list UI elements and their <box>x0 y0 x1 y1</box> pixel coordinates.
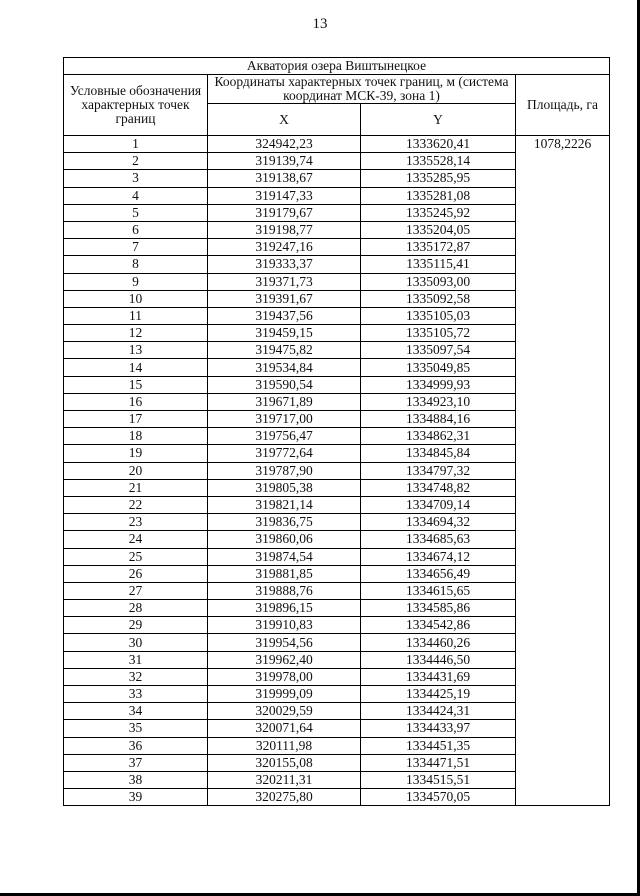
coord-y: 1334433,97 <box>361 720 516 737</box>
point-number: 16 <box>64 393 208 410</box>
coord-x: 319888,76 <box>208 582 361 599</box>
header-area: Площадь, га <box>516 75 610 136</box>
point-number: 3 <box>64 170 208 187</box>
point-number: 10 <box>64 290 208 307</box>
coord-x: 319999,09 <box>208 686 361 703</box>
coord-x: 319874,54 <box>208 548 361 565</box>
header-coordinates: Координаты характерных точек границ, м (система координат МСК-39, зона 1) <box>208 75 516 104</box>
coord-x: 324942,23 <box>208 136 361 153</box>
point-number: 1 <box>64 136 208 153</box>
coord-y: 1335115,41 <box>361 256 516 273</box>
coord-x: 320111,98 <box>208 737 361 754</box>
coord-x: 319179,67 <box>208 204 361 221</box>
table-row <box>64 136 610 153</box>
coord-x: 319371,73 <box>208 273 361 290</box>
coord-x: 319962,40 <box>208 651 361 668</box>
coord-y: 1334515,51 <box>361 771 516 788</box>
point-number: 35 <box>64 720 208 737</box>
coord-x: 319437,56 <box>208 307 361 324</box>
coord-y: 1334694,32 <box>361 514 516 531</box>
coord-y: 1334845,84 <box>361 445 516 462</box>
coord-y: 1334884,16 <box>361 411 516 428</box>
coord-x: 320211,31 <box>208 771 361 788</box>
coord-x: 319391,67 <box>208 290 361 307</box>
coord-y: 1334451,35 <box>361 737 516 754</box>
point-number: 22 <box>64 496 208 513</box>
point-number: 8 <box>64 256 208 273</box>
page-number: 13 <box>312 16 328 32</box>
coord-y: 1334862,31 <box>361 428 516 445</box>
coord-y: 1334460,26 <box>361 634 516 651</box>
coord-x: 319910,83 <box>208 617 361 634</box>
coord-y: 1335049,85 <box>361 359 516 376</box>
coord-x: 319772,64 <box>208 445 361 462</box>
coord-x: 319247,16 <box>208 239 361 256</box>
point-number: 23 <box>64 514 208 531</box>
coord-x: 319787,90 <box>208 462 361 479</box>
point-number: 15 <box>64 376 208 393</box>
coord-y: 1334431,69 <box>361 668 516 685</box>
point-number: 18 <box>64 428 208 445</box>
coord-x: 320275,80 <box>208 789 361 806</box>
coord-x: 319198,77 <box>208 221 361 238</box>
coord-x: 319671,89 <box>208 393 361 410</box>
coord-x: 319333,37 <box>208 256 361 273</box>
point-number: 14 <box>64 359 208 376</box>
coord-y: 1335092,58 <box>361 290 516 307</box>
point-number: 28 <box>64 600 208 617</box>
header-x: X <box>208 104 361 136</box>
point-number: 21 <box>64 479 208 496</box>
coord-y: 1334709,14 <box>361 496 516 513</box>
coord-x: 319978,00 <box>208 668 361 685</box>
point-number: 34 <box>64 703 208 720</box>
point-number: 29 <box>64 617 208 634</box>
coord-y: 1334656,49 <box>361 565 516 582</box>
point-number: 36 <box>64 737 208 754</box>
coord-y: 1335204,05 <box>361 221 516 238</box>
coord-x: 319717,00 <box>208 411 361 428</box>
coord-x: 319896,15 <box>208 600 361 617</box>
coord-y: 1334999,93 <box>361 376 516 393</box>
coord-y: 1335097,54 <box>361 342 516 359</box>
coord-y: 1334685,63 <box>361 531 516 548</box>
point-number: 27 <box>64 582 208 599</box>
coord-x: 319805,38 <box>208 479 361 496</box>
point-number: 37 <box>64 754 208 771</box>
coordinates-table <box>63 57 610 806</box>
point-number: 17 <box>64 411 208 428</box>
coord-y: 1335245,92 <box>361 204 516 221</box>
point-number: 39 <box>64 789 208 806</box>
point-number: 2 <box>64 153 208 170</box>
coord-y: 1334570,05 <box>361 789 516 806</box>
coord-x: 319860,06 <box>208 531 361 548</box>
point-number: 4 <box>64 187 208 204</box>
point-number: 5 <box>64 204 208 221</box>
point-number: 24 <box>64 531 208 548</box>
point-number: 20 <box>64 462 208 479</box>
coord-y: 1335172,87 <box>361 239 516 256</box>
header-symbols: Условные обозначения характерных точек границ <box>64 75 208 136</box>
coord-x: 319534,84 <box>208 359 361 376</box>
coord-x: 319139,74 <box>208 153 361 170</box>
coord-x: 319590,54 <box>208 376 361 393</box>
coord-y: 1334615,65 <box>361 582 516 599</box>
coord-y: 1333620,41 <box>361 136 516 153</box>
point-number: 6 <box>64 221 208 238</box>
coord-y: 1334542,86 <box>361 617 516 634</box>
coord-y: 1334446,50 <box>361 651 516 668</box>
coord-y: 1334748,82 <box>361 479 516 496</box>
point-number: 7 <box>64 239 208 256</box>
coord-x: 319138,67 <box>208 170 361 187</box>
table-body <box>64 136 610 806</box>
coord-x: 319459,15 <box>208 325 361 342</box>
point-number: 9 <box>64 273 208 290</box>
point-number: 30 <box>64 634 208 651</box>
coord-x: 319881,85 <box>208 565 361 582</box>
coord-y: 1335093,00 <box>361 273 516 290</box>
coord-y: 1334425,19 <box>361 686 516 703</box>
point-number: 11 <box>64 307 208 324</box>
coord-y: 1334471,51 <box>361 754 516 771</box>
point-number: 13 <box>64 342 208 359</box>
coord-x: 320071,64 <box>208 720 361 737</box>
coord-y: 1335281,08 <box>361 187 516 204</box>
coord-x: 319147,33 <box>208 187 361 204</box>
coord-x: 319475,82 <box>208 342 361 359</box>
coord-y: 1334585,86 <box>361 600 516 617</box>
coord-x: 320155,08 <box>208 754 361 771</box>
coord-x: 319756,47 <box>208 428 361 445</box>
coord-x: 320029,59 <box>208 703 361 720</box>
point-number: 12 <box>64 325 208 342</box>
point-number: 33 <box>64 686 208 703</box>
coord-y: 1335528,14 <box>361 153 516 170</box>
header-y: Y <box>361 104 516 136</box>
coord-y: 1334797,32 <box>361 462 516 479</box>
coord-y: 1334923,10 <box>361 393 516 410</box>
coord-x: 319954,56 <box>208 634 361 651</box>
coord-y: 1335105,03 <box>361 307 516 324</box>
table-title: Акватория озера Виштынецкое <box>64 58 610 75</box>
point-number: 19 <box>64 445 208 462</box>
area-value: 1078,2226 <box>516 136 610 806</box>
coord-y: 1335105,72 <box>361 325 516 342</box>
point-number: 25 <box>64 548 208 565</box>
coord-x: 319836,75 <box>208 514 361 531</box>
point-number: 38 <box>64 771 208 788</box>
point-number: 26 <box>64 565 208 582</box>
coord-y: 1335285,95 <box>361 170 516 187</box>
coord-y: 1334424,31 <box>361 703 516 720</box>
coord-x: 319821,14 <box>208 496 361 513</box>
point-number: 31 <box>64 651 208 668</box>
point-number: 32 <box>64 668 208 685</box>
coord-y: 1334674,12 <box>361 548 516 565</box>
